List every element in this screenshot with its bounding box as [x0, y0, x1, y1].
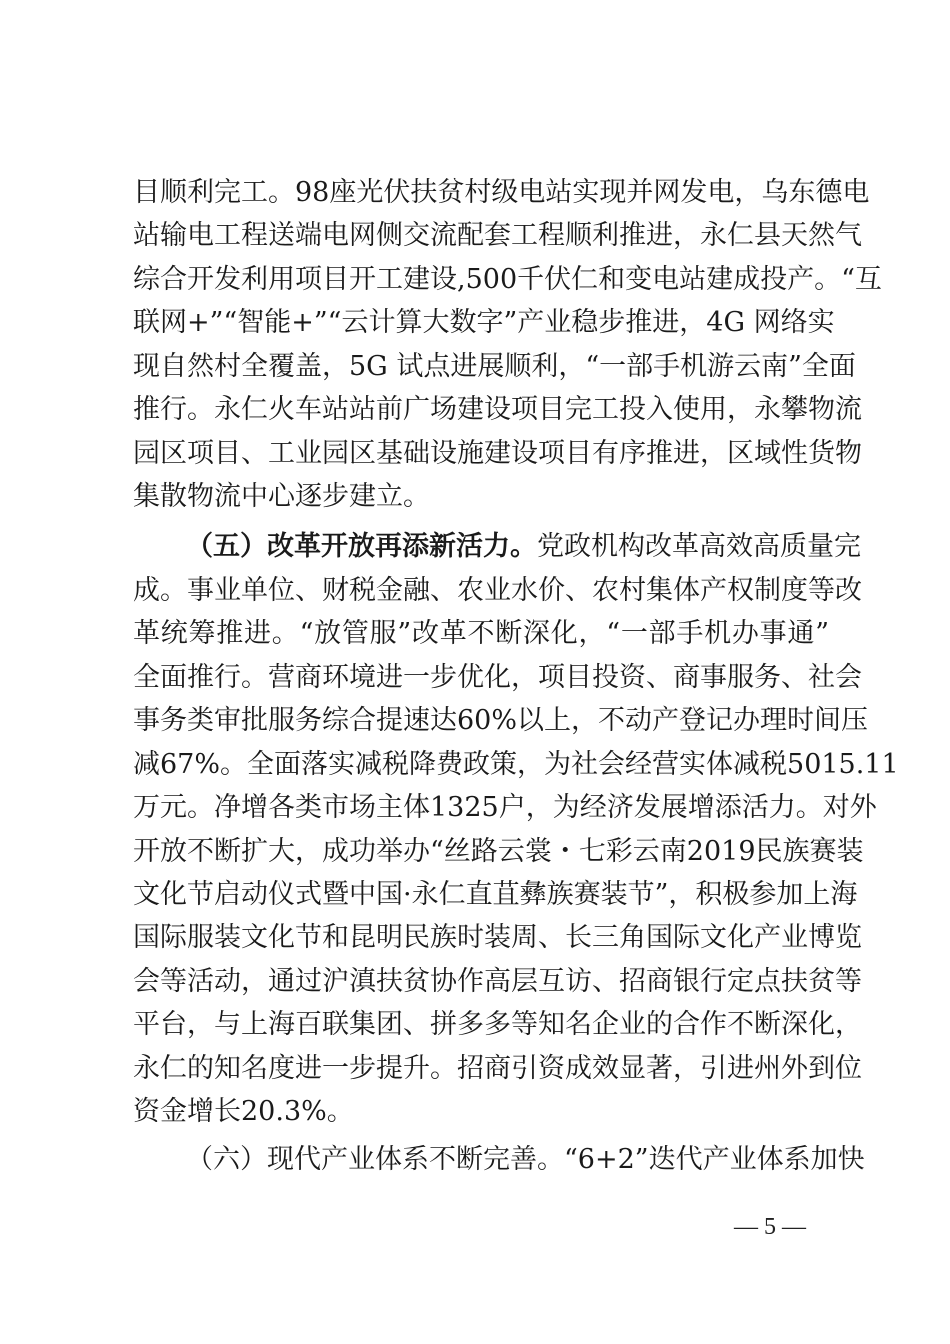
page-number: — 5 —: [734, 1214, 806, 1240]
text-line: 万元。净增各类市场主体1325户，为经济发展增添活力。对外: [133, 792, 877, 823]
text-line: 目顺利完工。98座光伏扶贫村级电站实现并网发电，乌东德电: [133, 177, 870, 208]
text-line: 现自然村全覆盖，5G 试点进展顺利，“一部手机游云南”全面: [133, 351, 856, 382]
text-line: 事务类审批服务综合提速达60%以上，不动产登记办理时间压: [133, 705, 869, 736]
section-heading-6: （六）现代产业体系不断完善。: [186, 1144, 564, 1175]
text-line: 站输电工程送端电网侧交流配套工程顺利推进，永仁县天然气: [133, 220, 862, 251]
section-heading-5: （五）改革开放再添新活力。: [186, 531, 537, 562]
section-heading-line: [186, 527, 861, 567]
text-line: 平台，与上海百联集团、拼多多等知名企业的合作不断深化，: [133, 1009, 862, 1040]
text-line: 永仁的知名度进一步提升。招商引资成效显著，引进州外到位: [133, 1053, 862, 1084]
heading-line-rest: “6+2”迭代产业体系加快: [564, 1144, 865, 1175]
text-line: 会等活动，通过沪滇扶贫协作高层互访、招商银行定点扶贫等: [133, 966, 862, 997]
text-line: 集散物流中心逐步建立。: [133, 481, 430, 512]
text-line: 全面推行。营商环境进一步优化，项目投资、商事服务、社会: [133, 662, 862, 693]
text-line: 资金增长20.3%。: [133, 1096, 354, 1127]
text-line: 联网+”“智能+”“云计算大数字”产业稳步推进，4G 网络实: [133, 307, 835, 338]
text-line: 文化节启动仪式暨中国·永仁直苴彝族赛装节”，积极参加上海: [133, 879, 858, 910]
text-line: 革统筹推进。“放管服”改革不断深化，“一部手机办事通”: [133, 618, 829, 649]
text-line: 减67%。全面落实减税降费政策，为社会经营实体减税5015.11: [133, 749, 899, 780]
text-line: 国际服装文化节和昆明民族时装周、长三角国际文化产业博览: [133, 922, 862, 953]
text-line: 综合开发利用项目开工建设,500千伏仁和变电站建成投产。“互: [133, 264, 882, 295]
text-line: 开放不断扩大，成功举办“丝路云裳・七彩云南2019民族赛装: [133, 836, 864, 867]
text-line: 成。事业单位、财税金融、农业水价、农村集体产权制度等改: [133, 575, 862, 606]
section-heading-line: [186, 1140, 865, 1180]
text-line: 推行。永仁火车站站前广场建设项目完工投入使用，永攀物流: [133, 394, 862, 425]
text-line: 园区项目、工业园区基础设施建设项目有序推进，区域性货物: [133, 438, 862, 469]
heading-line-rest: 党政机构改革高效高质量完: [537, 531, 861, 562]
